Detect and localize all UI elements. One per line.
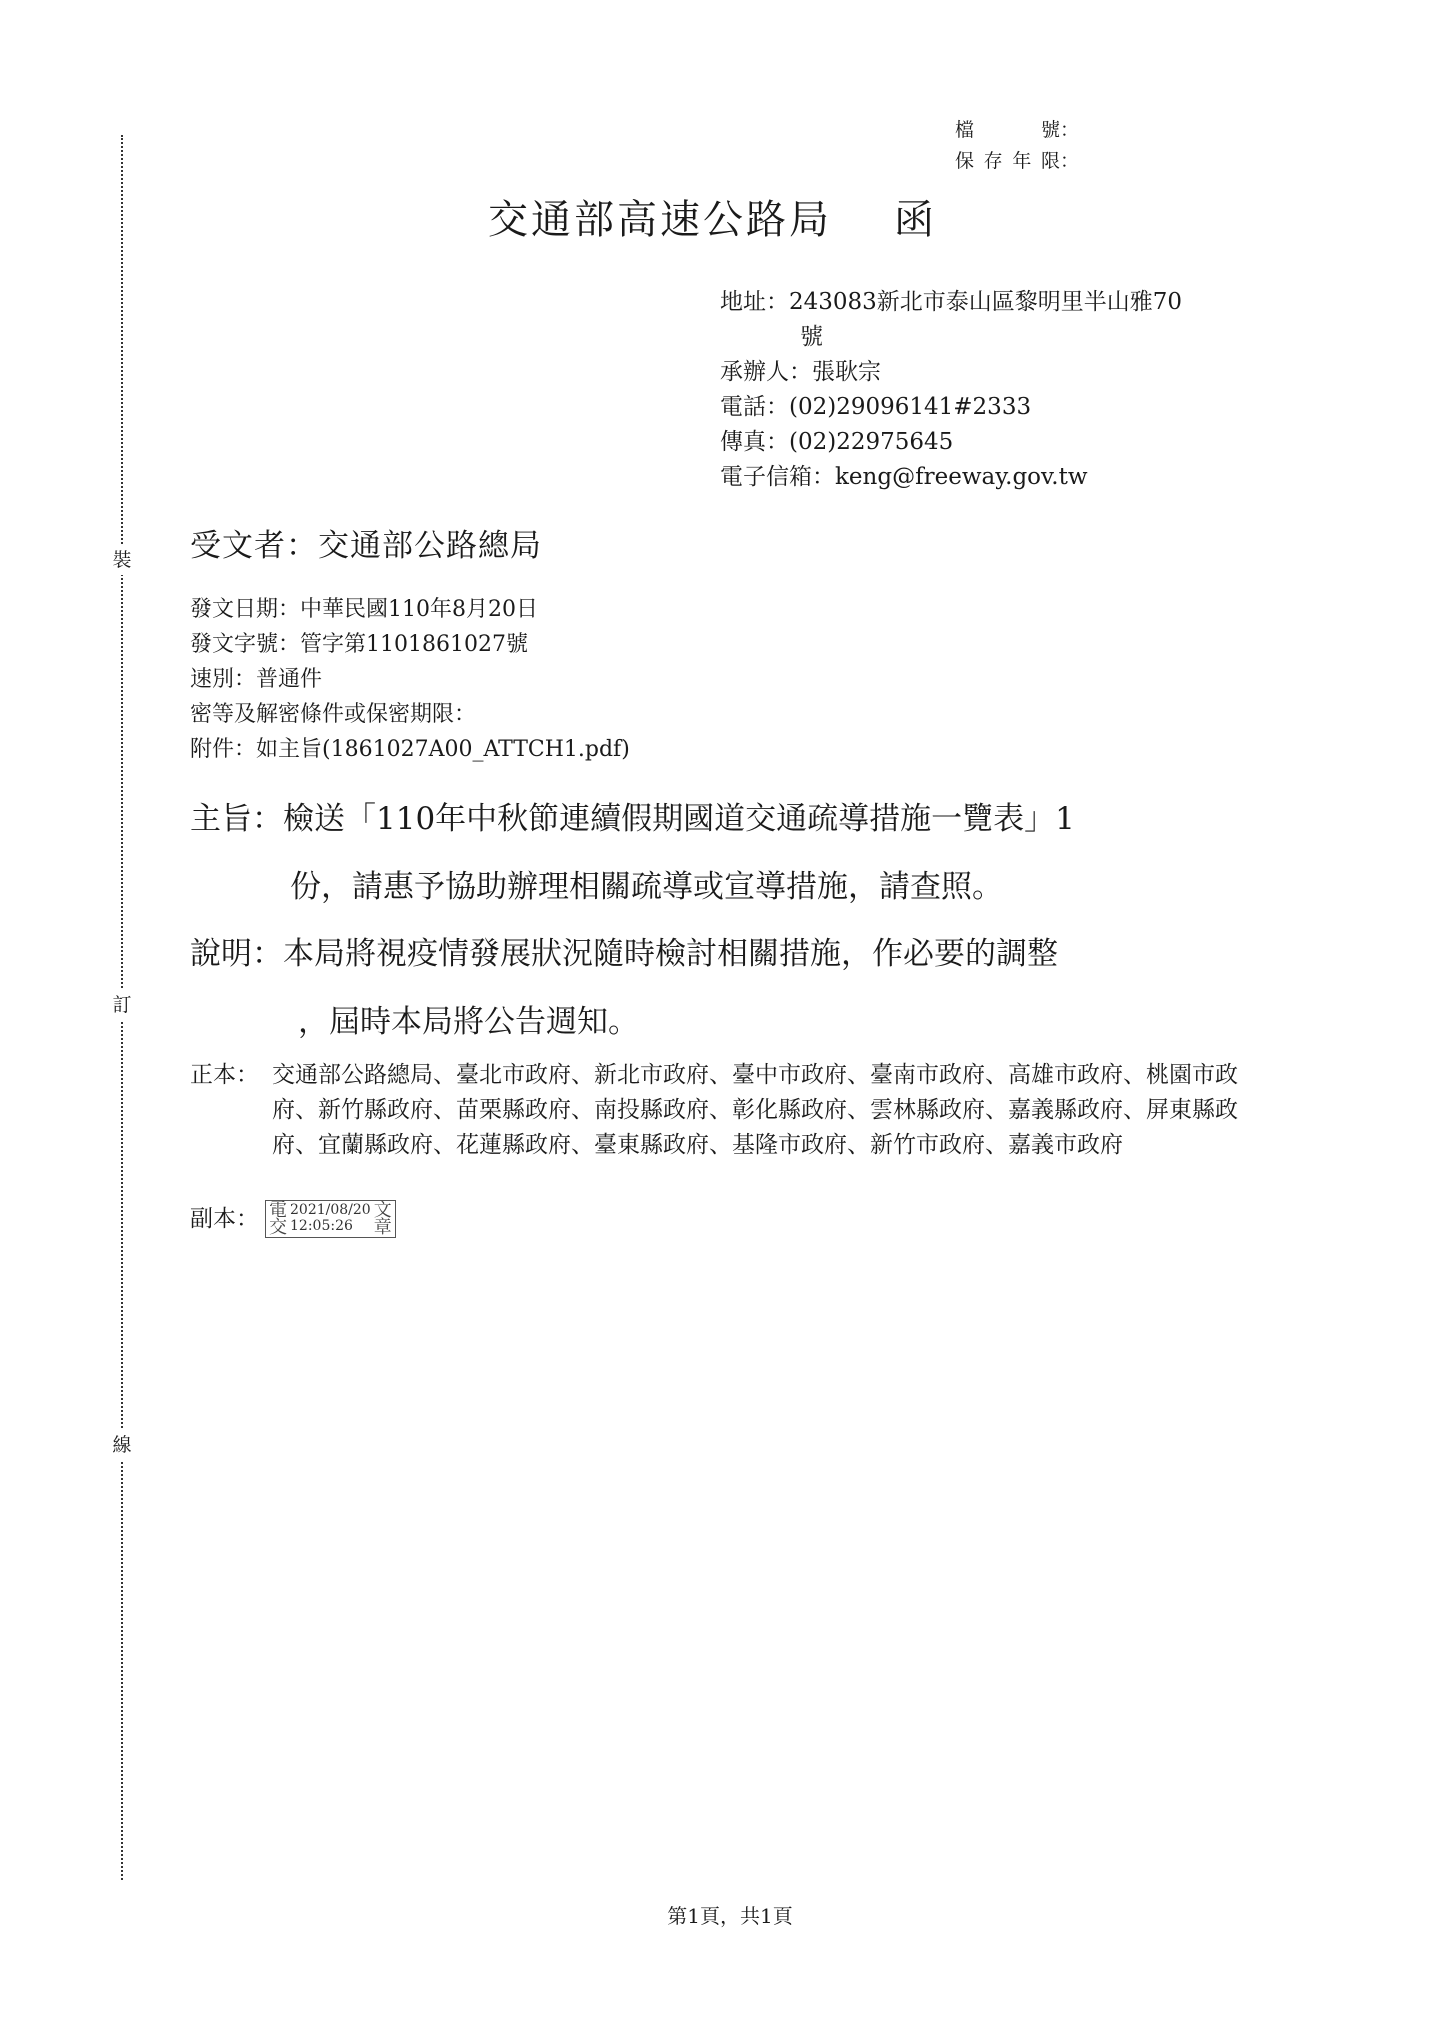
document-title <box>488 188 937 245</box>
distribution-list <box>190 1058 1260 1163</box>
document-type: 函 <box>894 197 937 243</box>
document-number: 發文字號：管字第1101861027號 <box>190 632 528 657</box>
fax-line: 傳真：(02)22975645 <box>720 429 954 455</box>
explanation-line: 說明：本局將視疫情發展狀況隨時檢討相關措施，作必要的調整 <box>190 936 1058 972</box>
file-number-label: 檔 號 <box>955 119 1060 141</box>
explanation-line-continued: ，屆時本局將公告週知。 <box>298 1004 639 1040</box>
subject-line: 主旨：檢送「110年中秋節連續假期國道交通疏導措施一覽表」1 <box>190 801 1075 837</box>
original-recipients-label: 正本： <box>190 1062 259 1088</box>
issue-date: 發文日期：中華民國110年8月20日 <box>190 597 538 622</box>
electronic-seal-stamp: 電 交 2021/08/20 12:05:26 文 章 <box>265 1200 396 1238</box>
delivery-speed: 速別：普通件 <box>190 667 323 692</box>
copy-recipients <box>190 1200 396 1238</box>
handler-line: 承辦人：張耿宗 <box>720 359 881 385</box>
binding-mark-ding: 訂 <box>108 990 136 1020</box>
phone-line: 電話：(02)29096141#2333 <box>720 394 1032 420</box>
retention-period-row: 保存年限 ： <box>955 146 1080 177</box>
contact-block <box>720 285 1182 495</box>
email-line: 電子信箱：keng@freeway.gov.tw <box>720 464 1088 490</box>
subject-line-continued: 份，請惠予協助辦理相關疏導或宣導措施，請查照。 <box>290 869 1003 905</box>
subject-section <box>190 785 1075 921</box>
confidentiality: 密等及解密條件或保密期限： <box>190 702 477 727</box>
original-recipients: 交通部公路總局、臺北市政府、新北市政府、臺中市政府、臺南市政府、高雄市政府、桃園市政府、新竹縣政府、苗栗縣政府、南投縣政府、彰化縣政府、雲林縣政府、嘉義縣政府、屏東縣政府、宜蘭縣政府、花蓮縣政府、臺東縣政府、基隆市政府、新竹市政府、嘉義市政府 <box>272 1062 1238 1158</box>
reference-fields <box>955 115 1080 177</box>
issuing-agency: 交通部高速公路局 <box>488 197 832 243</box>
binding-mark-zhuang: 裝 <box>108 545 136 575</box>
address-line-continued: 號 <box>800 324 823 350</box>
address-line: 地址：243083新北市泰山區黎明里半山雅70 <box>720 289 1183 315</box>
stamp-time: 12:05:26 <box>290 1218 353 1234</box>
copy-recipients-label: 副本： <box>190 1206 259 1232</box>
recipient: 受文者：交通部公路總局 <box>190 528 542 564</box>
page-number: 第1頁，共1頁 <box>667 1904 793 1928</box>
stamp-date: 2021/08/20 <box>290 1202 371 1218</box>
binding-mark-xian: 線 <box>108 1430 136 1460</box>
retention-period-label: 保存年限 <box>955 150 1060 172</box>
attachment: 附件：如主旨(1861027A00_ATTCH1.pdf) <box>190 737 630 762</box>
explanation-section <box>190 920 1058 1056</box>
file-number-row: 檔 號 ： <box>955 115 1080 146</box>
document-meta <box>190 592 630 767</box>
